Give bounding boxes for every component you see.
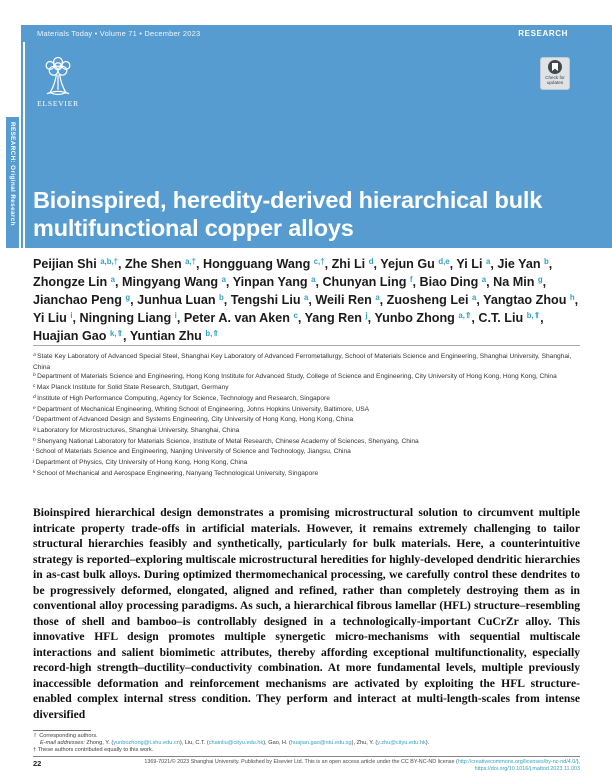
- equal-contribution-note: † These authors contributed equally to this work.: [33, 747, 154, 754]
- author: Yunbo Zhong $^{a,⇑}$: [374, 311, 472, 325]
- author: Jianchao Peng $^g$: [33, 293, 131, 307]
- dagger-marker: †: [33, 747, 37, 754]
- affiliation: $^d$ Institute of High Performance Computing, Agency for Science, Technology and Research, Singapore: [33, 394, 330, 402]
- affiliation: $^i$ School of Materials Science and Engineering, Nanjing University of Science and Technology, Jiangsu, China: [33, 448, 351, 456]
- footnote-separator: [33, 730, 91, 731]
- masthead-divider-line: [23, 42, 25, 248]
- page-footer: [33, 756, 580, 774]
- author: Zuosheng Lei $^a$: [386, 293, 477, 307]
- publisher-logo: [33, 54, 83, 108]
- check-for-updates-badge[interactable]: [540, 57, 570, 90]
- email-link[interactable]: chainliu@cityu.edu.hk: [208, 740, 264, 747]
- journal-volume-line: Materials Today • Volume 71 • December 2023: [37, 29, 201, 38]
- author: Biao Ding $^a$: [419, 275, 487, 289]
- affiliation-list: [33, 352, 580, 479]
- author: Hongguang Wang $^{c,\dagger}$: [203, 257, 325, 271]
- section-label: RESEARCH: [518, 29, 568, 38]
- article-title: Bioinspired, heredity-derived hierarchical bulk multifunctional copper alloys: [33, 187, 543, 241]
- affiliation: $^j$ Department of Physics, City University of Hong Kong, Hong Kong, China: [33, 459, 248, 467]
- author: Yi Li $^a$: [456, 257, 491, 271]
- email-link[interactable]: y.zhu@cityu.edu.hk: [377, 740, 426, 747]
- author: Tengshi Liu $^a$: [230, 293, 309, 307]
- email-link[interactable]: huajian.gao@ntu.edu.sg: [290, 740, 352, 747]
- affiliation: $^e$ Department of Mechanical Engineering, Whiting School of Engineering, Johns Hopkins University, Baltimore, USA: [33, 405, 370, 413]
- author: Chunyan Ling $^f$: [322, 275, 413, 289]
- author: Zhi Li $^d$: [331, 257, 374, 271]
- copyright-line: 1369-7021/© 2023 Shanghai University. Published by Elsevier Ltd. This is an open access article under the CC BY-NC-ND license (http://creativecommons.org/licenses/by-nc-nd/4.0/).: [144, 759, 580, 765]
- author: Weili Ren $^a$: [315, 293, 380, 307]
- author: C.T. Liu $^{b,⇑}$: [478, 311, 541, 325]
- affiliation: $^f$ Department of Advanced Design and Systems Engineering, City University of Hong Kong, Hong Kong, China: [33, 416, 354, 424]
- badge-label: Check for updates: [545, 75, 565, 86]
- page-number: 22: [33, 759, 42, 768]
- affiliation: $^b$ Department of Materials Science and Engineering, Hong Kong Institute for Advanced Study, College of Science and Engineering, City University of Hong Kong, Hong Kong, China: [33, 373, 557, 381]
- email-intro: E-mail addresses:: [40, 740, 85, 747]
- author: Yangtao Zhou $^h$: [483, 293, 575, 307]
- author: Na Min $^g$: [493, 275, 543, 289]
- masthead: [21, 25, 612, 248]
- publisher-name: ELSEVIER: [37, 99, 79, 108]
- author: Huajian Gao $^{k,⇑}$: [33, 329, 124, 343]
- crossmark-icon: [548, 60, 562, 74]
- author: Peijian Shi $^{a,b,\dagger}$: [33, 257, 118, 271]
- affiliation: $^a$ State Key Laboratory of Advanced Special Steel, Shanghai Key Laboratory of Advanced Ferrometallurgy, School of Materials Science and Engineering, Shanghai University, Shanghai, China: [33, 353, 572, 371]
- license-link[interactable]: http://creativecommons.org/licenses/by-nc-nd/4.0/: [457, 759, 577, 765]
- doi-line: [80, 766, 580, 773]
- author: Mingyang Wang $^a$: [122, 275, 226, 289]
- affiliation: $^k$ School of Mechanical and Aerospace Engineering, Nanyang Technological University, Singapore: [33, 469, 319, 477]
- footnote-block: [33, 730, 580, 755]
- abstract-paragraph: Bioinspired hierarchical design demonstrates a promising microstructural solution to circumvent multiple intricate property trade-offs in artificial materials. However, it remains extremely challenging to tailor structural hierarchies feasibly and synthetically, particularly for bulk materials. Here, a counterintuitive strategy is reported–exploring multiscale microstructural heredities for highly-developed dendritic hierarchies in as-cast bulk alloys. During optimized thermomechanical processing, we carefully control these dendrites to be progressively deformed, elongated, aligned and refined, rather than completely destroying them as in conventional alloy processing paradigms. As such, a hierarchical fibrous lamellar (HFL) structure–resembling those of shell and bamboo–is controllably designed in a technologically-important CuCrZr alloy. This innovative HFL design promotes multiple synergetic micro-mechanisms with sequential multiscale interactions and salient biomimetic attributes, thereby affording exceptional multifunctionality, especially record-high strength–ductility–conductivity combination. At more fundamental levels, multiple previously inaccessible deformation and reinforcement mechanisms are activated by exploiting the HFL structure-enabled complex internal stress condition. They perform and interact at multi-length-scales from intense diversified: [33, 506, 580, 721]
- research-sidebar-strip: [6, 117, 19, 248]
- author: Ningning Liang $^i$: [79, 311, 177, 325]
- author: Yuntian Zhu $^{b,⇑}$: [129, 329, 219, 343]
- author: Peter A. van Aken $^c$: [183, 311, 298, 325]
- author-affiliation-divider: [33, 345, 580, 346]
- email-line: E-mail addresses: Zhong, Y. (yunbozhong@t.shu.edu.cn), Liu, C.T. (chainliu@cityu.edu.hk), Gao, H. (huajian.gao@ntu.edu.sg), Zhu, Y. (y.zhu@cityu.edu.hk).: [40, 740, 430, 747]
- author: Junhua Luan $^b$: [137, 293, 224, 307]
- author: Yejun Gu $^{d,e}$: [380, 257, 450, 271]
- author: Yi Liu $^i$: [33, 311, 73, 325]
- elsevier-tree-icon: [33, 54, 83, 98]
- author-list: Peijian Shi $^{a,b,\dagger}$, Zhe Shen $^{a,\dagger}$, Hongguang Wang $^{c,\dagger}$, Zhi Li $^d$, Yejun Gu $^{d,e}$, Yi Li $^a$, Jie Yan $^b$, Zhongze Lin $^a$, Mingyang Wang $^a$, Yinpan Yang $^a$, Chunyan Ling $^f$, Biao Ding $^a$, Na Min $^g$, Jianchao Peng $^g$, Junhua Luan $^b$, Tengshi Liu $^a$, Weili Ren $^a$, Zuosheng Lei $^a$, Yangtao Zhou $^h$, Yi Liu $^i$, Ningning Liang $^i$, Peter A. van Aken $^c$, Yang Ren $^j$, Yunbo Zhong $^{a,⇑}$, C.T. Liu $^{b,⇑}$, Huajian Gao $^{k,⇑}$, Yuntian Zhu $^{b,⇑}$: [33, 257, 579, 343]
- affiliation: $^h$ Shenyang National Laboratory for Materials Science, Institute of Metal Research, Chinese Academy of Sciences, Shenyang, China: [33, 437, 419, 445]
- corresponding-authors-note: ⇑ Corresponding authors.: [33, 733, 98, 739]
- email-link[interactable]: yunbozhong@t.shu.edu.cn: [113, 740, 180, 747]
- affiliation: $^c$ Max Planck Institute for Solid State Research, Stuttgart, Germany: [33, 384, 229, 392]
- author: Zhe Shen $^{a,\dagger}$: [124, 257, 196, 271]
- author: Yang Ren $^j$: [304, 311, 368, 325]
- corresponding-marker: ⇑: [33, 733, 38, 739]
- doi-link[interactable]: https://doi.org/10.1016/j.mattod.2023.11.003: [474, 766, 580, 773]
- author: Zhongze Lin $^a$: [33, 275, 115, 289]
- copyright-colophon: [80, 759, 580, 774]
- sidebar-vertical-label: RESEARCH: Original Research: [9, 122, 16, 226]
- author: Yinpan Yang $^a$: [232, 275, 316, 289]
- affiliation: $^g$ Laboratory for Microstructures, Shanghai University, Shanghai, China: [33, 426, 240, 434]
- author: Jie Yan $^b$: [497, 257, 549, 271]
